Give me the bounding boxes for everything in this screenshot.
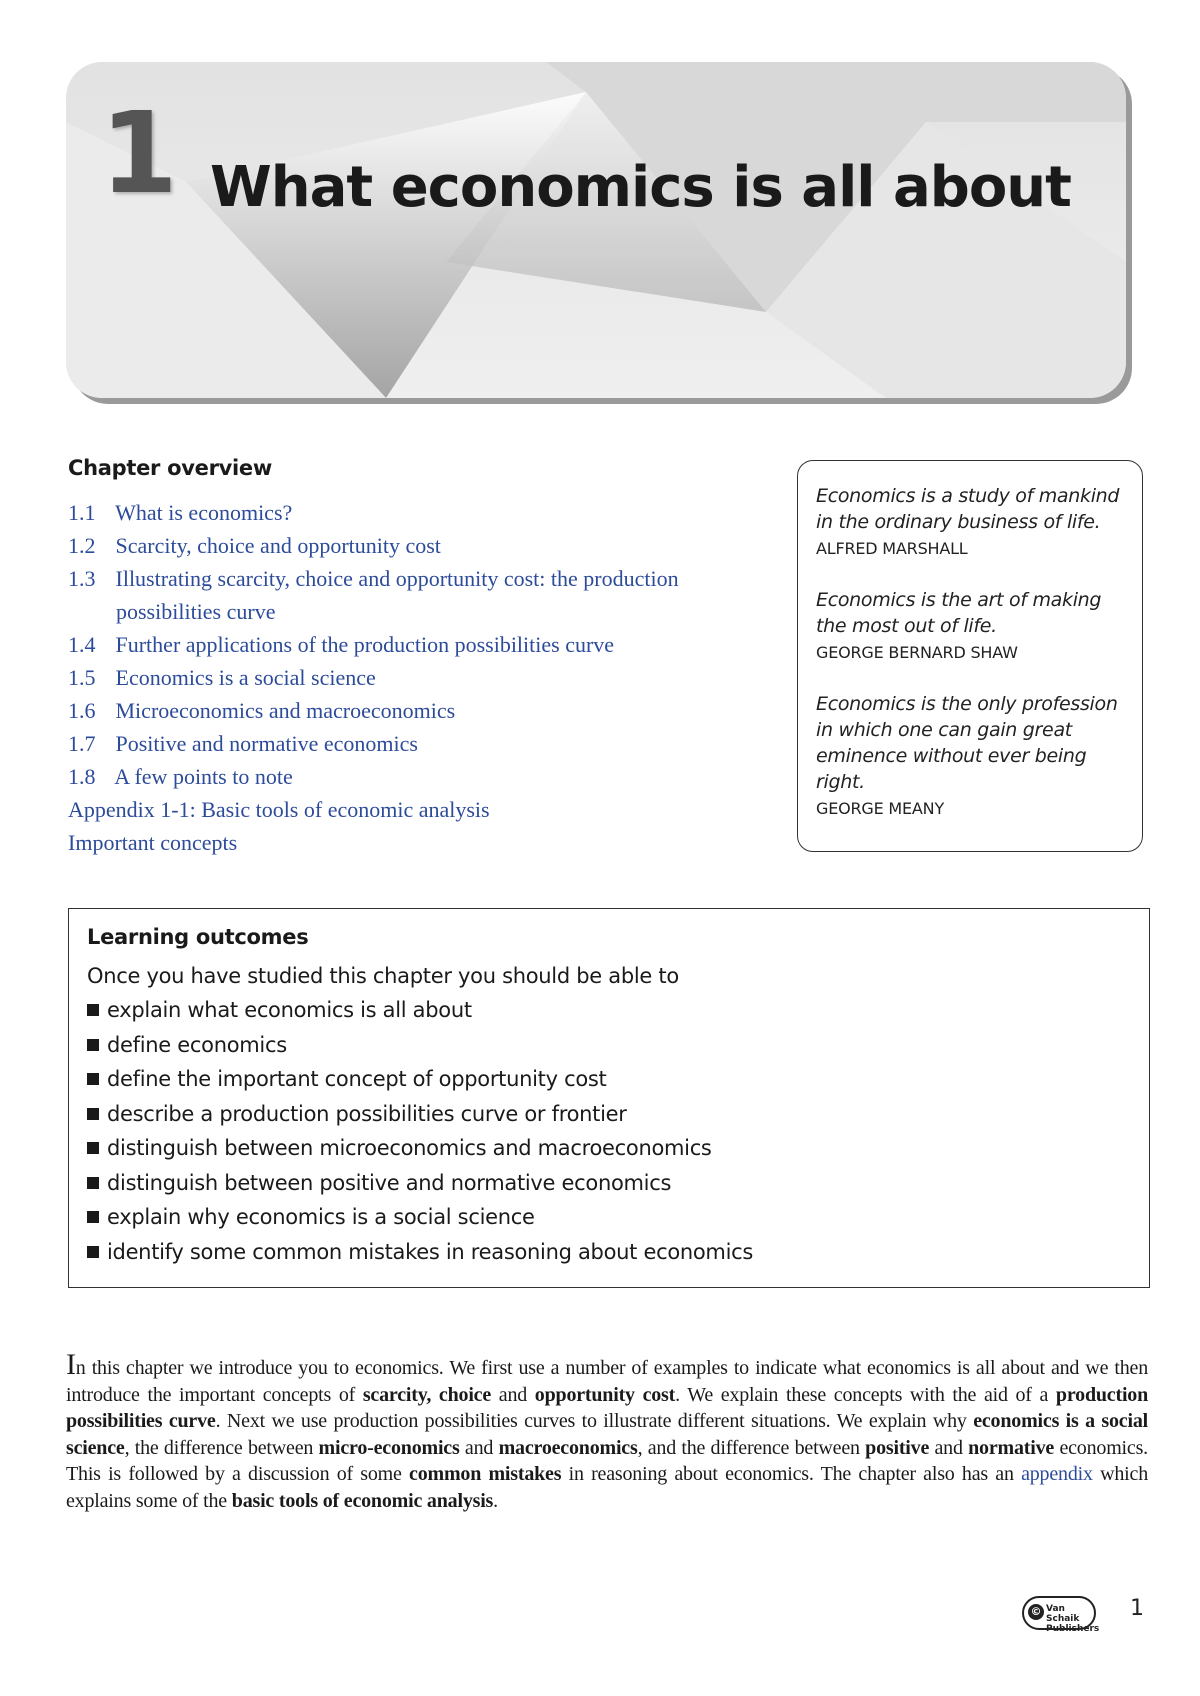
text-run: . We explain these concepts with the aid of a [675,1383,1056,1406]
bold-term: basic tools of economic analysis [231,1489,494,1512]
text-run: and [491,1383,535,1406]
intro-paragraph [66,1348,1149,1514]
text-run: , and the difference between [637,1436,866,1459]
item-number: 1.2 [68,533,96,558]
chapter-banner [66,62,1132,404]
bold-term: positive [865,1436,930,1459]
item-text: Economics is a social science [115,665,376,690]
quote-text: Economics is the only profession in which one can gain great eminence without ever being right. [816,693,1118,793]
overview-item-important-concepts[interactable]: Important concepts [68,830,238,855]
item-number: 1.7 [68,731,96,756]
outcome-item [87,1131,1131,1166]
outcomes-list [87,993,1131,1269]
text-run: economics. This is followed by a discussion of some [66,1436,1148,1485]
bold-term: macroeconomics [498,1436,638,1459]
item-number: 1.3 [68,566,96,591]
overview-list [68,496,798,859]
logo-line-2: Publishers [1046,1624,1100,1634]
publisher-logo [1022,1596,1100,1634]
text-run: and [459,1436,499,1459]
page-number: 1 [1130,1596,1144,1621]
quote-author: GEORGE MEANY [816,799,945,818]
banner-background [66,62,1132,404]
outcome-text: distinguish between positive and normative economics [107,1170,672,1195]
item-number: 1.4 [68,632,96,657]
outcome-text: identify some common mistakes in reasoning about economics [107,1239,753,1264]
overview-heading: Chapter overview [68,456,272,480]
overview-item-1-3[interactable] [68,562,798,628]
text-run: in reasoning about economics. The chapter also has an [561,1463,1022,1485]
quote-meany [816,691,1128,821]
text-run: . [493,1489,498,1512]
square-bullet-icon [87,1142,99,1154]
bold-term: opportunity cost [534,1383,676,1406]
square-bullet-icon [87,1177,99,1189]
square-bullet-icon [87,1211,99,1223]
overview-item-1-5[interactable] [68,661,798,694]
text-run: . Next we use production possibilities curves to illustrate different situations. We explain why [215,1410,974,1432]
outcome-item [87,1200,1131,1235]
square-bullet-icon [87,1073,99,1085]
overview-item-1-2[interactable] [68,529,798,562]
quote-text: Economics is the art of making the most out of life. [816,589,1102,637]
item-text: Positive and normative economics [115,731,418,756]
outcome-text: explain what economics is all about [107,998,472,1022]
text-run: which explains some of the [66,1463,1148,1512]
square-bullet-icon [87,1004,99,1016]
overview-item-appendix[interactable]: Appendix 1-1: Basic tools of economic analysis [68,797,490,822]
item-text: A few points to note [114,764,293,789]
bold-term: normative [968,1436,1055,1459]
item-number: 1.8 [68,764,96,789]
chapter-title: What economics is all about [210,155,1071,220]
item-text: Further applications of the production possibilities curve [115,632,615,657]
overview-item-1-1[interactable] [68,496,798,529]
bold-term: micro-economics [318,1436,460,1459]
overview-item-1-7[interactable] [68,727,798,760]
overview-item-1-6[interactable] [68,694,798,727]
outcome-text: explain why economics is a social science [107,1205,535,1229]
text-run: , the difference between [124,1436,319,1459]
item-text-continued: possibilities curve [116,599,276,624]
bold-term: scarcity, choice [362,1383,492,1406]
outcome-text: define economics [107,1032,287,1057]
outcome-text: describe a production possibilities curve or frontier [107,1101,627,1126]
outcome-item [87,1166,1131,1201]
square-bullet-icon [87,1039,99,1051]
copyright-icon: © [1028,1604,1044,1620]
chapter-number: 1 [100,89,178,219]
chapter-overview [68,456,798,859]
item-text: Microeconomics and macroeconomics [115,698,456,723]
item-text: What is economics? [115,500,293,525]
overview-item-1-8[interactable] [68,760,798,793]
bold-term: production possibilities curve [66,1383,1149,1432]
quote-author: ALFRED MARSHALL [816,539,968,558]
overview-item-1-4[interactable] [68,628,798,661]
text-run: n this chapter we introduce you to economics. We first use a number of examples to indicate what economics is all about and we then introduce the important concepts of [66,1357,1148,1406]
bold-term: economics is a social science [66,1410,1149,1459]
outcomes-heading: Learning outcomes [87,925,309,949]
outcome-text: distinguish between microeconomics and macroeconomics [107,1136,712,1160]
quote-shaw [816,587,1128,665]
bold-term: common mistakes [409,1463,562,1485]
outcome-item [87,1097,1131,1132]
quotes-box [797,460,1143,852]
item-number: 1.5 [68,665,96,690]
square-bullet-icon [87,1108,99,1120]
outcome-item [87,1235,1131,1270]
outcomes-intro: Once you have studied this chapter you should be able to [87,964,679,988]
item-number: 1.1 [68,500,96,525]
outcome-item [87,1062,1131,1097]
drop-cap: I [66,1348,76,1381]
item-text: Illustrating scarcity, choice and opportunity cost: the production [115,566,679,591]
quote-marshall [816,483,1128,561]
square-bullet-icon [87,1246,99,1258]
item-number: 1.6 [68,698,96,723]
item-text: Scarcity, choice and opportunity cost [115,533,441,558]
quote-author: GEORGE BERNARD SHAW [816,643,1018,662]
outcome-text: define the important concept of opportunity cost [107,1067,607,1091]
appendix-link[interactable]: appendix [1021,1463,1093,1485]
outcome-item [87,1028,1131,1063]
logo-line-1: Van Schaik [1046,1604,1080,1624]
outcome-item [87,993,1131,1028]
text-run: and [929,1436,969,1459]
quote-text: Economics is a study of mankind in the ordinary business of life. [816,485,1120,533]
learning-outcomes-box [68,908,1150,1288]
